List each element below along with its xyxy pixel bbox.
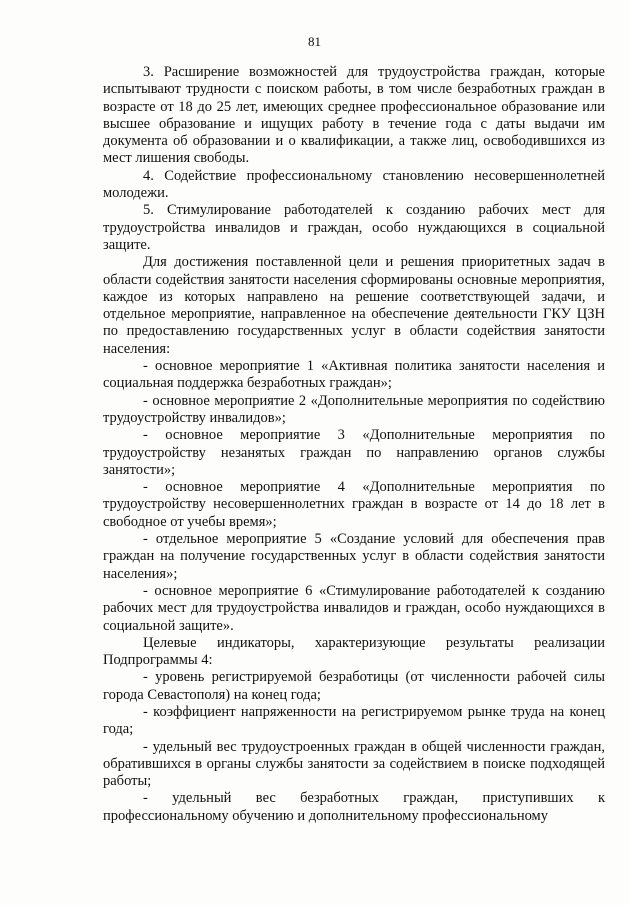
paragraph: 5. Стимулирование работодателей к созданию рабочих мест для трудоустройства инвалидов и граждан, особо нуждающихся в социальной защите. xyxy=(103,202,605,253)
paragraph: Для достижения поставленной цели и решения приоритетных задач в области содействия занятости населения сформированы основные мероприятия, каждое из которых направлено на решение соответствующей задачи, и отдельное мероприятие, направленное на обеспечение деятельности ГКУ ЦЗН по предоставлению государственных услуг в области содействия занятости населения: xyxy=(103,254,605,357)
document-body xyxy=(103,64,605,825)
list-item: - основное мероприятие 2 «Дополнительные мероприятия по содействию трудоустройству инвалидов»; xyxy=(103,392,605,426)
list-item: - удельный вес безработных граждан, приступивших к профессиональному обучению и дополнительному профессиональному xyxy=(103,790,605,824)
list-item: - отдельное мероприятие 5 «Создание условий для обеспечения прав граждан на получение государственных услуг в области содействия занятости населения»; xyxy=(103,531,605,582)
list-item: - основное мероприятие 6 «Стимулирование работодателей к созданию рабочих мест для трудоустройства инвалидов и граждан, особо нуждающихся в социальной защите». xyxy=(103,582,605,634)
list-item: - коэффициент напряженности на регистрируемом рынке труда на конец года; xyxy=(103,703,605,738)
list-item: - основное мероприятие 1 «Активная политика занятости населения и социальная поддержка безработных граждан»; xyxy=(103,358,605,392)
list-item: - основное мероприятие 3 «Дополнительные мероприятия по трудоустройству незанятых граждан по направлению органов службы занятости»; xyxy=(103,427,605,478)
page-number: 81 xyxy=(308,34,321,49)
paragraph: 4. Содействие профессиональному становлению несовершеннолетней молодежи. xyxy=(103,167,605,202)
list-item: - удельный вес трудоустроенных граждан в общей численности граждан, обратившихся в органы службы занятости за содействием в поиске подходящей работы; xyxy=(103,738,605,790)
paragraph: Целевые индикаторы, характеризующие результаты реализации Подпрограммы 4: xyxy=(103,634,605,669)
list-item: - уровень регистрируемой безработицы (от численности рабочей силы города Севастополя) на конец года; xyxy=(103,669,605,703)
list-item: - основное мероприятие 4 «Дополнительные мероприятия по трудоустройству несовершеннолетних граждан в возрасте от 14 до 18 лет в свободное от учебы время»; xyxy=(103,479,605,530)
paragraph: 3. Расширение возможностей для трудоустройства граждан, которые испытывают трудности с поиском работы, в том числе безработных граждан в возрасте от 18 до 25 лет, имеющих среднее профессиональное образование или высшее образование и ищущих работу в течение года с даты выдачи им документа об образовании и о квалификации, а также лиц, освободившихся из мест лишения свободы. xyxy=(103,64,605,167)
